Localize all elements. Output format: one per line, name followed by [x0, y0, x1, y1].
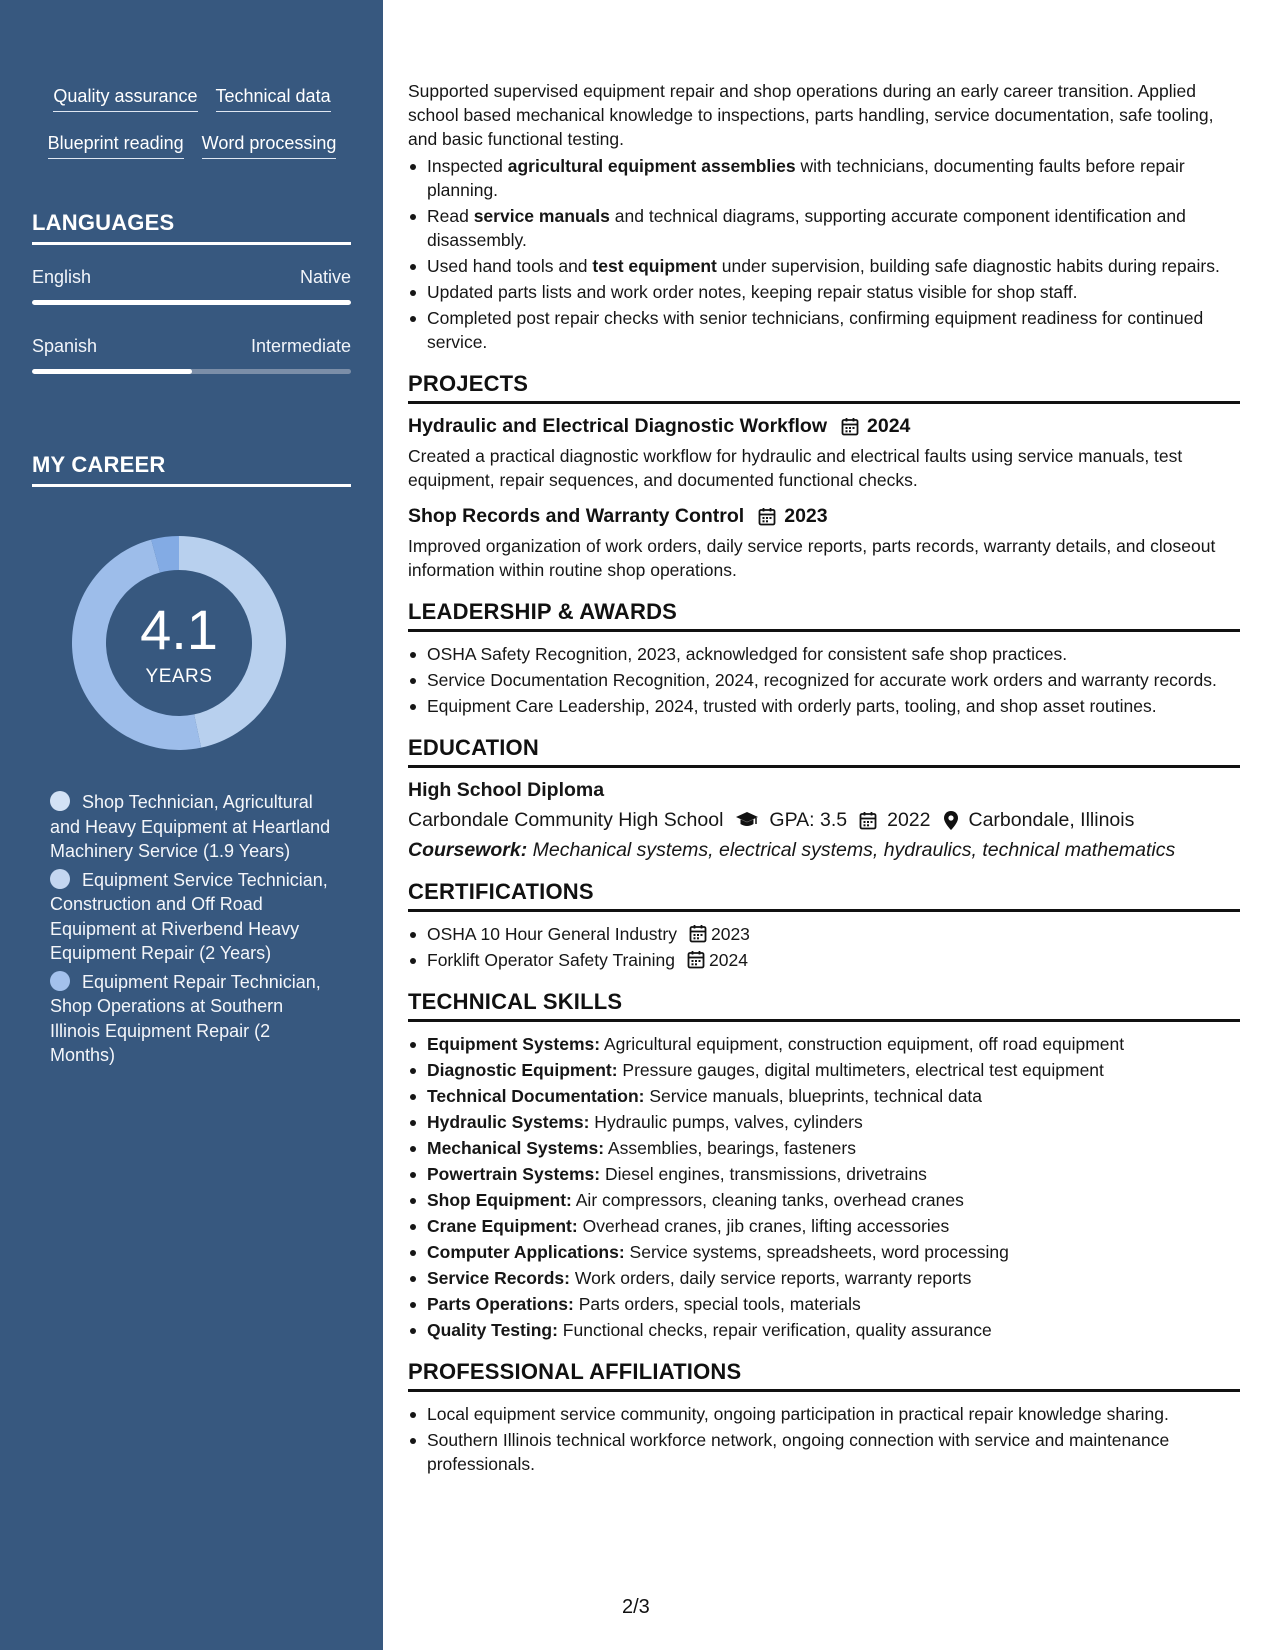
graduation-cap-icon — [735, 811, 759, 829]
technical-skill-item: Mechanical Systems: Assemblies, bearings, fasteners — [408, 1136, 1240, 1160]
technical-skill-item: Quality Testing: Functional checks, repair verification, quality assurance — [408, 1318, 1240, 1342]
calendar-icon — [859, 811, 877, 830]
experience-bullet: Used hand tools and test equipment under supervision, building safe diagnostic habits during repairs. — [408, 254, 1240, 278]
language-proficiency-fill — [32, 300, 351, 305]
language-level: Intermediate — [250, 336, 351, 356]
experience-bullets — [408, 154, 1240, 354]
skill-tags — [32, 86, 352, 180]
affiliations-heading: PROFESSIONAL AFFILIATIONS — [408, 1360, 1240, 1392]
project-description: Improved organization of work orders, daily service reports, parts records, warranty details, and closeout information within routine shop operations. — [408, 536, 1216, 580]
awards-list — [408, 642, 1240, 718]
certifications-list — [408, 922, 1240, 972]
certification-item: OSHA 10 Hour General Industry 2023 — [408, 922, 1240, 946]
technical-skill-item: Equipment Systems: Agricultural equipment, construction equipment, off road equipment — [408, 1032, 1240, 1056]
projects-heading: PROJECTS — [408, 372, 1240, 404]
language-proficiency-bar — [32, 369, 351, 374]
education-gpa: GPA: 3.5 — [769, 809, 848, 831]
education-coursework: Coursework: Mechanical systems, electrical systems, hydraulics, technical mathematics — [408, 839, 1176, 861]
technical-skill-item: Parts Operations: Parts orders, special tools, materials — [408, 1292, 1240, 1316]
skill-tag: Blueprint reading — [48, 133, 184, 159]
calendar-icon — [758, 507, 776, 526]
certifications-heading: CERTIFICATIONS — [408, 880, 1240, 912]
skill-tag-row — [32, 133, 352, 159]
page-number: 2/3 — [622, 1596, 650, 1618]
technical-skill-item: Crane Equipment: Overhead cranes, jib cranes, lifting accessories — [408, 1214, 1240, 1238]
language-item — [32, 267, 351, 305]
language-item — [32, 336, 351, 374]
career-dot-icon — [50, 971, 70, 991]
education-details — [408, 808, 1240, 832]
language-proficiency-fill — [32, 369, 192, 374]
experience-bullet: Read service manuals and technical diagrams, supporting accurate component identification and disassembly. — [408, 204, 1240, 252]
awards-heading: LEADERSHIP & AWARDS — [408, 600, 1240, 632]
education-heading: EDUCATION — [408, 736, 1240, 768]
award-item: Service Documentation Recognition, 2024, recognized for accurate work orders and warranty records. — [408, 668, 1240, 692]
technical-skill-item: Technical Documentation: Service manuals, blueprints, technical data — [408, 1084, 1240, 1108]
technical-skills-heading: TECHNICAL SKILLS — [408, 990, 1240, 1022]
language-name: English — [32, 267, 92, 287]
award-item: OSHA Safety Recognition, 2023, acknowledged for consistent safe shop practices. — [408, 642, 1240, 666]
technical-skills-list — [408, 1032, 1240, 1342]
technical-skill-item: Computer Applications: Service systems, spreadsheets, word processing — [408, 1240, 1240, 1264]
career-donut-chart — [66, 530, 292, 756]
career-item-text: Equipment Repair Technician, Shop Operations at Southern Illinois Equipment Repair (2 Months) — [50, 971, 321, 1065]
experience-bullet: Inspected agricultural equipment assemblies with technicians, documenting faults before repair planning. — [408, 154, 1240, 202]
career-item — [50, 970, 335, 1068]
technical-skill-item: Service Records: Work orders, daily service reports, warranty reports — [408, 1266, 1240, 1290]
main-content — [408, 79, 1240, 1478]
certification-year: 2024 — [709, 950, 748, 970]
skill-tag: Quality assurance — [53, 86, 197, 112]
technical-skill-item: Hydraulic Systems: Hydraulic pumps, valves, cylinders — [408, 1110, 1240, 1134]
skill-tag: Technical data — [216, 86, 331, 112]
career-item — [50, 868, 335, 966]
education-location: Carbondale, Illinois — [968, 809, 1135, 831]
skill-tag: Word processing — [202, 133, 337, 159]
affiliation-item: Southern Illinois technical workforce network, ongoing connection with service and maintenance professionals. — [408, 1428, 1240, 1476]
education-year: 2022 — [887, 809, 931, 831]
career-item-text: Equipment Service Technician, Construction and Off Road Equipment at Riverbend Heavy Equipment Repair (2 Years) — [50, 869, 328, 963]
calendar-icon — [689, 924, 707, 943]
career-dot-icon — [50, 791, 70, 811]
career-item — [50, 790, 335, 864]
project-title: Shop Records and Warranty Control 2023 — [408, 505, 828, 527]
experience-bullet: Completed post repair checks with senior technicians, confirming equipment readiness for continued service. — [408, 306, 1240, 354]
project-year: 2024 — [867, 415, 911, 437]
education-degree: High School Diploma — [408, 779, 605, 801]
language-level: Native — [299, 267, 351, 287]
career-list — [50, 790, 335, 1072]
award-item: Equipment Care Leadership, 2024, trusted with orderly parts, tooling, and shop asset routines. — [408, 694, 1240, 718]
affiliations-list — [408, 1402, 1240, 1476]
technical-skill-item: Diagnostic Equipment: Pressure gauges, digital multimeters, electrical test equipment — [408, 1058, 1240, 1082]
calendar-icon — [687, 950, 705, 969]
project-title: Hydraulic and Electrical Diagnostic Workflow 2024 — [408, 415, 911, 437]
technical-skill-item: Shop Equipment: Air compressors, cleaning tanks, overhead cranes — [408, 1188, 1240, 1212]
language-name: Spanish — [32, 336, 98, 356]
education-school: Carbondale Community High School — [408, 809, 724, 831]
technical-skill-item: Powertrain Systems: Diesel engines, transmissions, drivetrains — [408, 1162, 1240, 1186]
skill-tag-row — [32, 86, 352, 112]
affiliation-item: Local equipment service community, ongoing participation in practical repair knowledge sharing. — [408, 1402, 1240, 1426]
calendar-icon — [841, 417, 859, 436]
experience-intro: Supported supervised equipment repair and shop operations during an early career transition. Applied school based mechanical knowledge to inspections, parts handling, service documentation, safe tooling, and basic functional testing. — [408, 81, 1214, 149]
sidebar — [0, 0, 383, 1650]
project-description: Created a practical diagnostic workflow for hydraulic and electrical faults using service manuals, test equipment, repair sequences, and documented functional checks. — [408, 446, 1183, 490]
certification-year: 2023 — [710, 924, 750, 944]
career-total-unit: YEARS — [145, 666, 213, 687]
career-item-text: Shop Technician, Agricultural and Heavy Equipment at Heartland Machinery Service (1.9 Years) — [50, 792, 331, 861]
language-proficiency-bar — [32, 300, 351, 305]
experience-bullet: Updated parts lists and work order notes, keeping repair status visible for shop staff. — [408, 280, 1240, 304]
career-heading: MY CAREER — [32, 452, 351, 487]
languages-heading: LANGUAGES — [32, 210, 351, 245]
career-dot-icon — [50, 869, 70, 889]
career-total-value: 4.1 — [140, 598, 218, 661]
location-pin-icon — [943, 810, 959, 831]
project-year: 2023 — [784, 505, 828, 527]
certification-item: Forklift Operator Safety Training 2024 — [408, 948, 1240, 972]
